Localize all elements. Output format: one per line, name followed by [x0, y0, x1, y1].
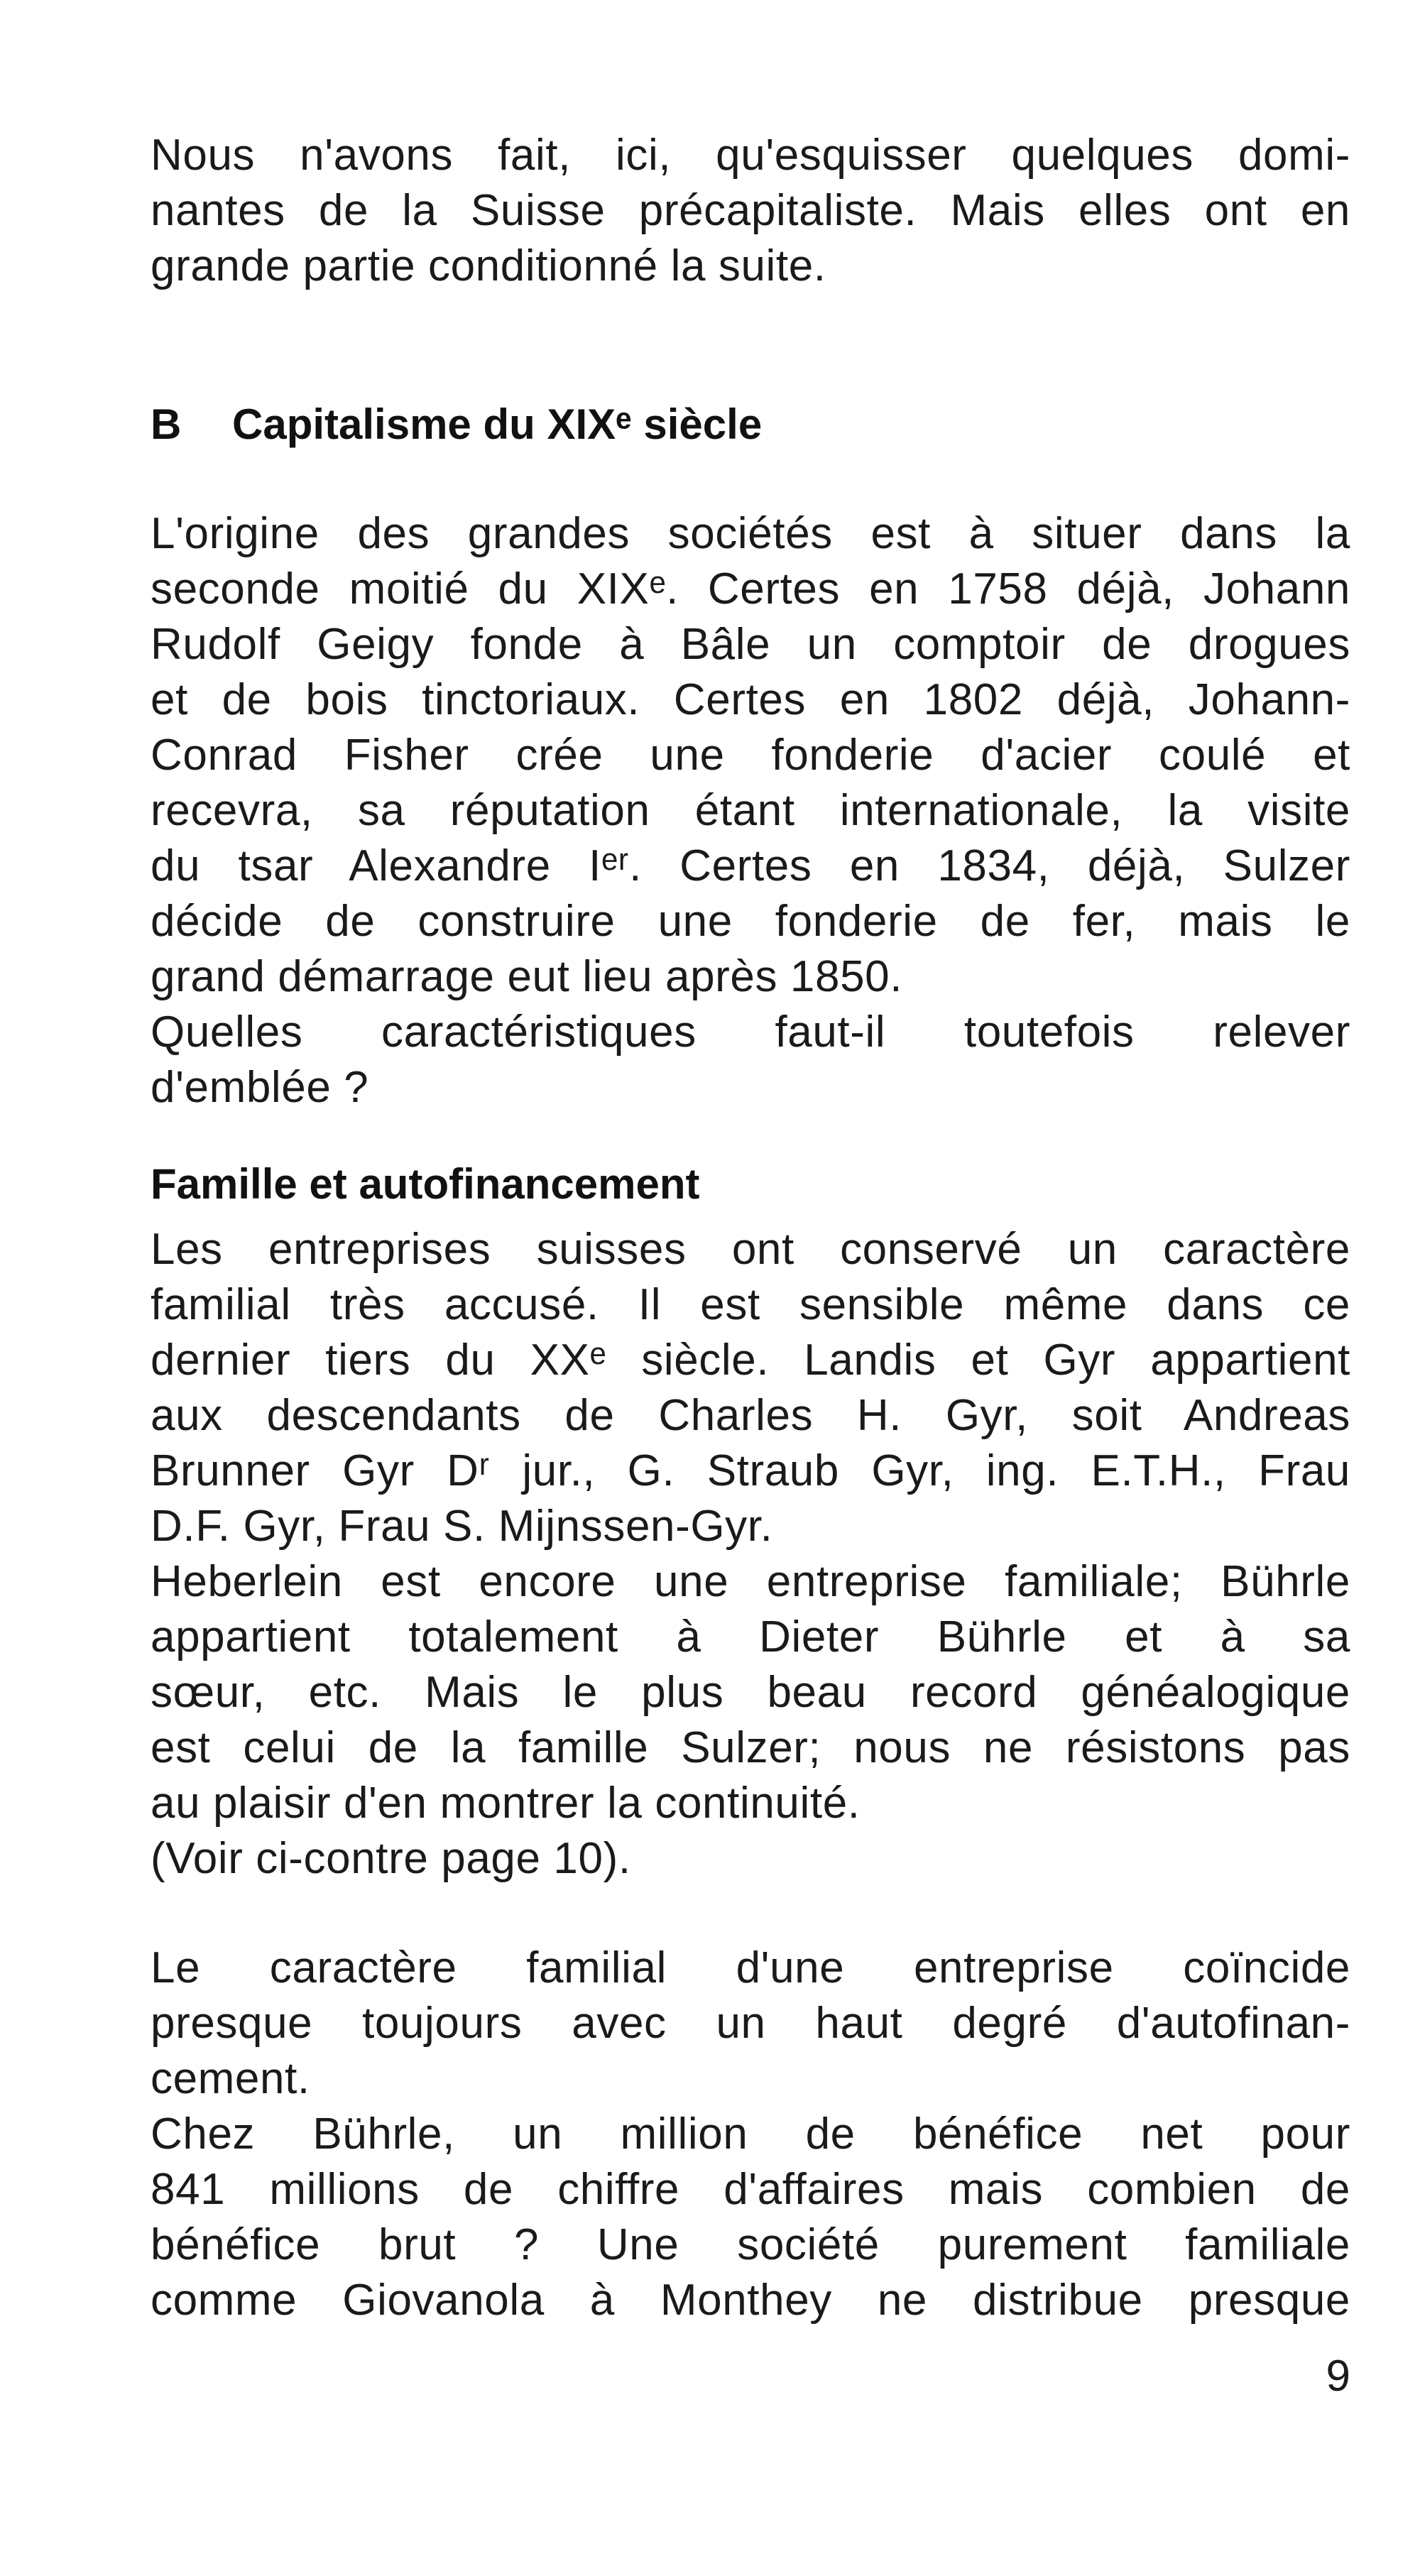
page-body [151, 128, 1350, 2328]
text-line: Heberlein est encore une entreprise familiale; Bührle [151, 1557, 1350, 1606]
page-number: 9 [1326, 2352, 1350, 2401]
text-line: cement. [151, 2054, 310, 2103]
paragraph-family [151, 1222, 1350, 1887]
paragraph-origins [151, 506, 1350, 1115]
text-line: au plaisir d'en montrer la continuité. [151, 1779, 861, 1828]
intro-paragraph [151, 128, 1350, 294]
text-line: 841 millions de chiffre d'affaires mais combien de [151, 2165, 1350, 2214]
text-line: dernier tiers du XXᵉ siècle. Landis et Gyr appartient [151, 1336, 1350, 1385]
text-line: décide de construire une fonderie de fer, mais le [151, 897, 1350, 946]
text-line: sœur, etc. Mais le plus beau record généalogique [151, 1668, 1350, 1717]
text-line: d'emblée ? [151, 1063, 369, 1112]
paragraph-self-financing [151, 1941, 1350, 2328]
text-line: nantes de la Suisse précapitaliste. Mais elles ont en [151, 186, 1350, 235]
text-line: bénéfice brut ? Une société purement familiale [151, 2220, 1350, 2269]
text-line: comme Giovanola à Monthey ne distribue presque [151, 2276, 1350, 2325]
text-line: et de bois tinctoriaux. Certes en 1802 déjà, Johann- [151, 675, 1350, 724]
text-line: D.F. Gyr, Frau S. Mijnssen-Gyr. [151, 1502, 773, 1551]
text-line: grande partie conditionné la suite. [151, 241, 826, 290]
text-line: Rudolf Geigy fonde à Bâle un comptoir de drogues [151, 620, 1350, 669]
text-line: Conrad Fisher crée une fonderie d'acier coulé et [151, 731, 1350, 780]
text-line: appartient totalement à Dieter Bührle et à sa [151, 1612, 1350, 1661]
section-letter: B [151, 400, 182, 448]
text-line: Le caractère familial d'une entreprise coïncide [151, 1943, 1350, 1992]
text-line: est celui de la famille Sulzer; nous ne résistons pas [151, 1723, 1350, 1772]
section-heading [151, 397, 1350, 452]
text-line: Nous n'avons fait, ici, qu'esquisser quelques domi- [151, 131, 1350, 180]
text-line: recevra, sa réputation étant internationale, la visite [151, 786, 1350, 835]
text-line: familial très accusé. Il est sensible même dans ce [151, 1280, 1350, 1329]
text-line: Les entreprises suisses ont conservé un caractère [151, 1225, 1350, 1274]
text-line: Chez Bührle, un million de bénéfice net pour [151, 2110, 1350, 2159]
text-line: L'origine des grandes sociétés est à situer dans la [151, 509, 1350, 558]
text-line: presque toujours avec un haut degré d'autofinan- [151, 1999, 1350, 2048]
text-line: Quelles caractéristiques faut-il toutefois relever [151, 1008, 1350, 1057]
text-line: Brunner Gyr Dʳ jur., G. Straub Gyr, ing. E.T.H., Frau [151, 1446, 1350, 1495]
section-title: Capitalisme du XIXᵉ siècle [232, 400, 763, 448]
text-line: seconde moitié du XIXᵉ. Certes en 1758 déjà, Johann [151, 564, 1350, 613]
text-line: du tsar Alexandre Iᵉʳ. Certes en 1834, déjà, Sulzer [151, 841, 1350, 890]
text-line: aux descendants de Charles H. Gyr, soit Andreas [151, 1391, 1350, 1440]
text-line: grand démarrage eut lieu après 1850. [151, 952, 903, 1001]
text-line: (Voir ci-contre page 10). [151, 1834, 631, 1883]
subsection-heading: Famille et autofinancement [151, 1160, 700, 1208]
